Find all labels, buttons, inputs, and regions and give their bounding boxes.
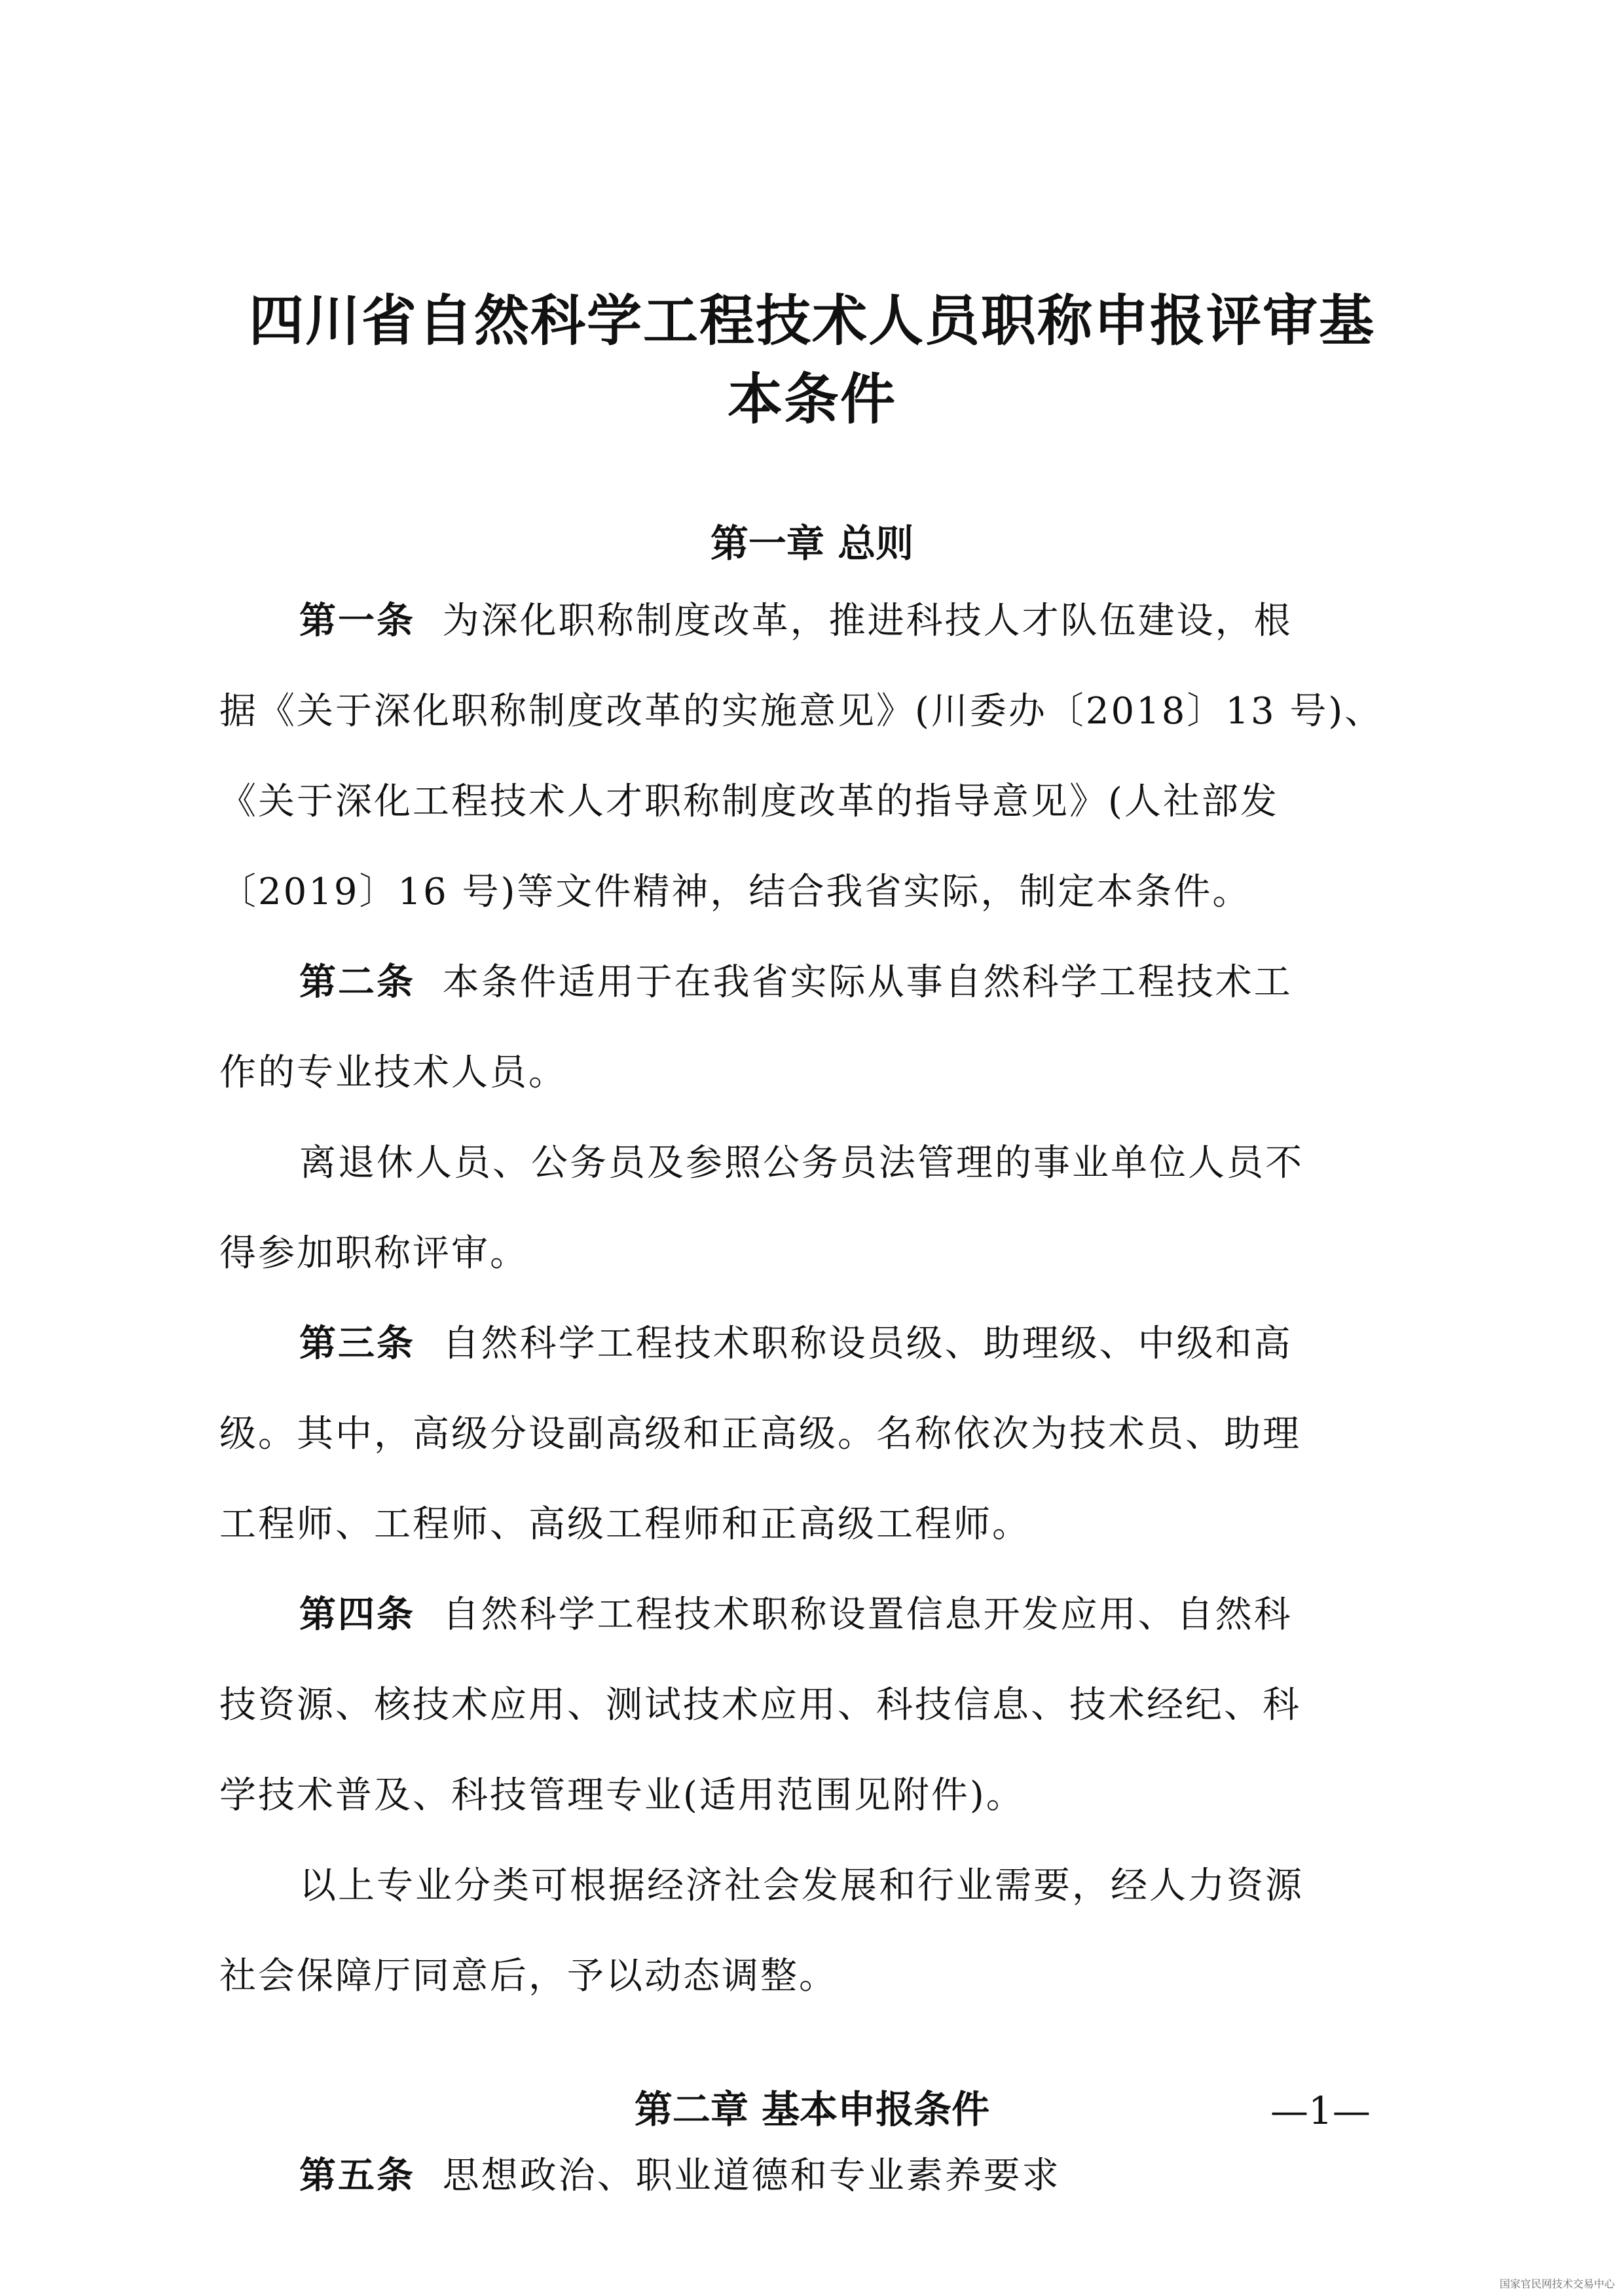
article-5-label: 第五条 <box>299 2155 415 2197</box>
article-1-line-2: 据《关于深化职称制度改革的实施意见》(川委办〔2018〕13 号)、 <box>219 690 1384 733</box>
article-1-text-1: 为深化职称制度改革，推进科技人才队伍建设，根 <box>442 600 1293 642</box>
chapter-heading-2: 第二章 基本申报条件 <box>634 2087 990 2132</box>
article-2-label: 第二条 <box>299 961 415 1004</box>
source-watermark: 国家官民网技术交易中心 <box>1499 2278 1615 2290</box>
title-line-2: 本条件 <box>727 367 896 431</box>
article-3-text-1: 自然科学工程技术职称设员级、助理级、中级和高 <box>442 1322 1293 1365</box>
article-4-line-1 <box>219 1570 1414 1660</box>
article-4-text-1: 自然科学工程技术职称设置信息开发应用、自然科 <box>442 1594 1293 1636</box>
article-5-text: 思想政治、职业道德和专业素养要求 <box>442 2155 1061 2197</box>
page-number: —1— <box>1270 2088 1371 2133</box>
article-2-line-2: 作的专业技术人员。 <box>219 1051 567 1094</box>
article-4-line-2: 技资源、核技术应用、测试技术应用、科技信息、技术经纪、科 <box>219 1684 1301 1726</box>
document-title <box>196 282 1428 439</box>
article-3-label: 第三条 <box>299 1322 415 1365</box>
article-2 <box>219 938 1414 1118</box>
article-1-line-3: 《关于深化工程技术人才职称制度改革的指导意见》(人社部发 <box>219 780 1279 823</box>
article-4-label: 第四条 <box>299 1594 415 1636</box>
chapter-heading-1: 第一章 总则 <box>710 521 914 566</box>
adjustment-line-1: 以上专业分类可根据经济社会发展和行业需要，经人力资源 <box>299 1865 1304 1907</box>
retiree-paragraph <box>219 1118 1414 1299</box>
retiree-line-2: 得参加职称评审。 <box>219 1232 528 1275</box>
article-2-line-1 <box>219 938 1414 1028</box>
article-1 <box>219 576 1414 938</box>
article-1-line-1 <box>219 576 1414 666</box>
article-1-label: 第一条 <box>299 600 415 642</box>
article-3-line-3: 工程师、工程师、高级工程师和正高级工程师。 <box>219 1503 1031 1546</box>
adjustment-line-2: 社会保障厅同意后，予以动态调整。 <box>219 1955 838 1997</box>
article-4-line-3: 学技术普及、科技管理专业(适用范围见附件)。 <box>219 1774 1025 1817</box>
article-5 <box>219 2131 1414 2221</box>
article-3 <box>219 1299 1414 1570</box>
article-5-line-1 <box>219 2131 1414 2221</box>
adjustment-paragraph <box>219 1841 1414 2022</box>
article-2-text-1: 本条件适用于在我省实际从事自然科学工程技术工 <box>442 961 1293 1004</box>
article-4 <box>219 1570 1414 1841</box>
title-line-1: 四川省自然科学工程技术人员职称申报评审基 <box>248 289 1375 353</box>
article-1-line-4: 〔2019〕16 号)等文件精神，结合我省实际，制定本条件。 <box>219 871 1251 913</box>
article-3-line-2: 级。其中，高级分设副高级和正高级。名称依次为技术员、助理 <box>219 1413 1301 1455</box>
retiree-line-1: 离退休人员、公务员及参照公务员法管理的事业单位人员不 <box>299 1142 1304 1184</box>
article-3-line-1 <box>219 1299 1414 1389</box>
